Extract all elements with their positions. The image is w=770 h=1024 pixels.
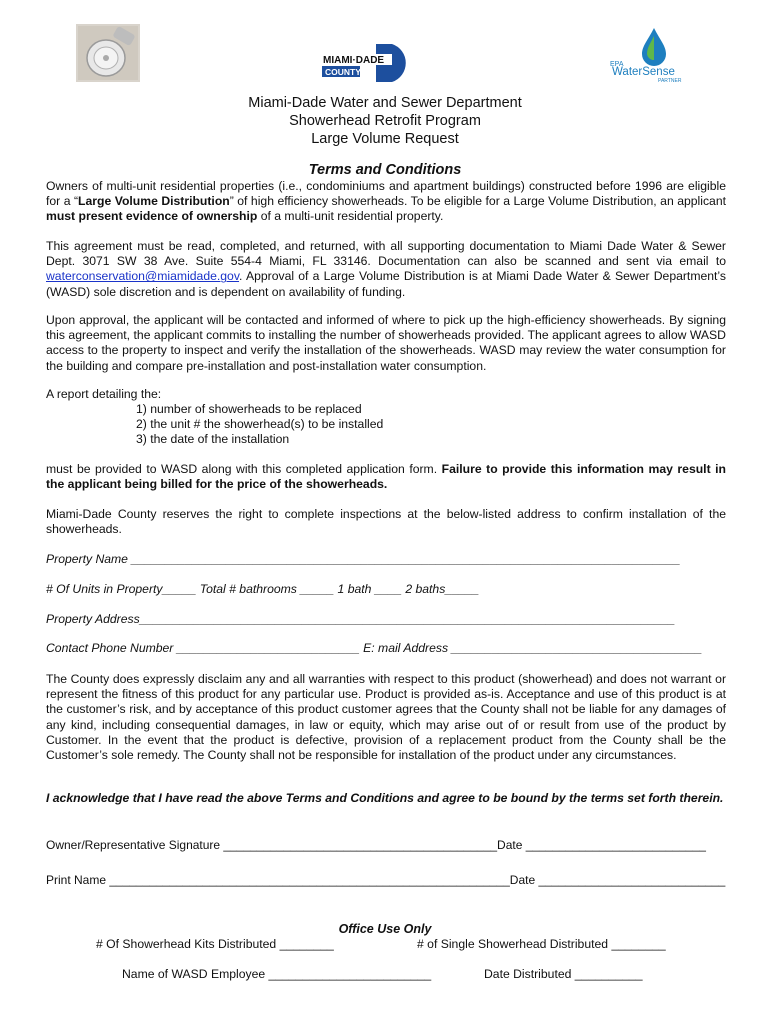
showerhead-photo bbox=[76, 24, 140, 82]
svg-text:WaterSense: WaterSense bbox=[612, 66, 675, 78]
units-field[interactable]: # Of Units in Property_____ Total # bathrooms _____ 1 bath ____ 2 baths_____ bbox=[46, 582, 480, 596]
program-name: Showerhead Retrofit Program bbox=[289, 113, 481, 129]
print-name-line[interactable]: Print Name ____________________________________________________________Date ____________________________ bbox=[46, 873, 726, 887]
request-type: Large Volume Request bbox=[311, 131, 459, 147]
single-distributed-field[interactable]: # of Single Showerhead Distributed ________ bbox=[417, 937, 666, 951]
contact-field[interactable]: Contact Phone Number ___________________________ E: mail Address _____________________________________ bbox=[46, 641, 703, 655]
property-name-field[interactable]: Property Name _________________________________________________________________________________ bbox=[46, 552, 681, 566]
svg-text:EPA: EPA bbox=[610, 61, 624, 68]
svg-text:COUNTY: COUNTY bbox=[325, 67, 361, 77]
email-link[interactable]: waterconservation@miamidade.gov bbox=[46, 269, 240, 284]
kits-distributed-field[interactable]: # Of Showerhead Kits Distributed ________ bbox=[96, 937, 334, 951]
employee-name-field[interactable]: Name of WASD Employee ________________________ bbox=[122, 967, 432, 981]
miami-dade-logo bbox=[322, 42, 410, 84]
approval-paragraph: Upon approval, the applicant will be contacted and informed of where to pick up the high-efficiency showerheads. By signing this agreement, the applicant commits to installing the number of showerheads provided. The applicant agrees to allow WASD access to the property to inspect and verify the installation of the showerheads. WASD may review the water consumption for the building and compare pre-installation and post-installation water consumption. bbox=[46, 313, 726, 373]
signature-line[interactable]: Owner/Representative Signature _________________________________________Date ___________________________ bbox=[46, 838, 706, 852]
office-use-title: Office Use Only bbox=[338, 922, 432, 936]
inspection-paragraph: Miami-Dade County reserves the right to complete inspections at the below-listed address to confirm installation of the showerheads. bbox=[46, 507, 726, 537]
terms-title: Terms and Conditions bbox=[308, 162, 462, 178]
report-list bbox=[136, 402, 383, 447]
failure-paragraph: must be provided to WASD along with this completed application form. Failure to provide this information may result in the applicant being billed for the price of the showerheads. bbox=[46, 462, 726, 492]
acknowledgement: I acknowledge that I have read the above Terms and Conditions and agree to be bound by the terms set forth therein. bbox=[46, 791, 724, 805]
svg-text:PARTNER: PARTNER bbox=[658, 78, 682, 84]
list-item: 3) the date of the installation bbox=[136, 432, 290, 446]
report-intro: A report detailing the: bbox=[46, 387, 162, 401]
document-header bbox=[0, 94, 770, 148]
submission-paragraph: This agreement must be read, completed, and returned, with all supporting documentation to Miami Dade Water & Sewer Dept. 3071 SW 38 Ave. Suite 554-4 Miami, FL 33146. Documentation can also be scanned and sent via email to waterconservation@miamidade.gov. Approval of a Large Volume Distribution is at Miami Dade Water & Sewer Department’s (WASD) sole discretion and is dependent on availability of funding. bbox=[46, 239, 726, 299]
date-distributed-field[interactable]: Date Distributed __________ bbox=[484, 967, 643, 981]
eligibility-paragraph: Owners of multi-unit residential properties (i.e., condominiums and apartment buildings) constructed before 1996 are eligible for a “Large Volume Distribution” of high efficiency showerheads. To be eligible for a Large Volume Distribution, an applicant must present evidence of ownership of a multi-unit residential property. bbox=[46, 179, 726, 224]
list-item: 1) number of showerheads to be replaced bbox=[136, 402, 362, 416]
watersense-logo bbox=[610, 26, 694, 84]
department-name: Miami-Dade Water and Sewer Department bbox=[248, 95, 522, 111]
disclaimer-paragraph: The County does expressly disclaim any and all warranties with respect to this product (showerhead) and does not warrant or represent the fitness of this product for any particular use. Product is provided as-is. Acceptance and use of this product is at the customer’s risk, and by acceptance of this product customer agrees that the County shall not be liable for any damages of any kind, including consequential damages, in law or equity, which may arise out of or result from use of the product by Customer. In the event that the product is defective, provision of a replacement product from the County shall be the Customer’s sole remedy. The County shall not be responsible for installation of the product under any circumstances. bbox=[46, 672, 726, 763]
svg-text:MIAMI·DADE: MIAMI·DADE bbox=[323, 55, 385, 66]
property-address-field[interactable]: Property Address_______________________________________________________________________________ bbox=[46, 612, 676, 626]
list-item: 2) the unit # the showerhead(s) to be installed bbox=[136, 417, 384, 431]
